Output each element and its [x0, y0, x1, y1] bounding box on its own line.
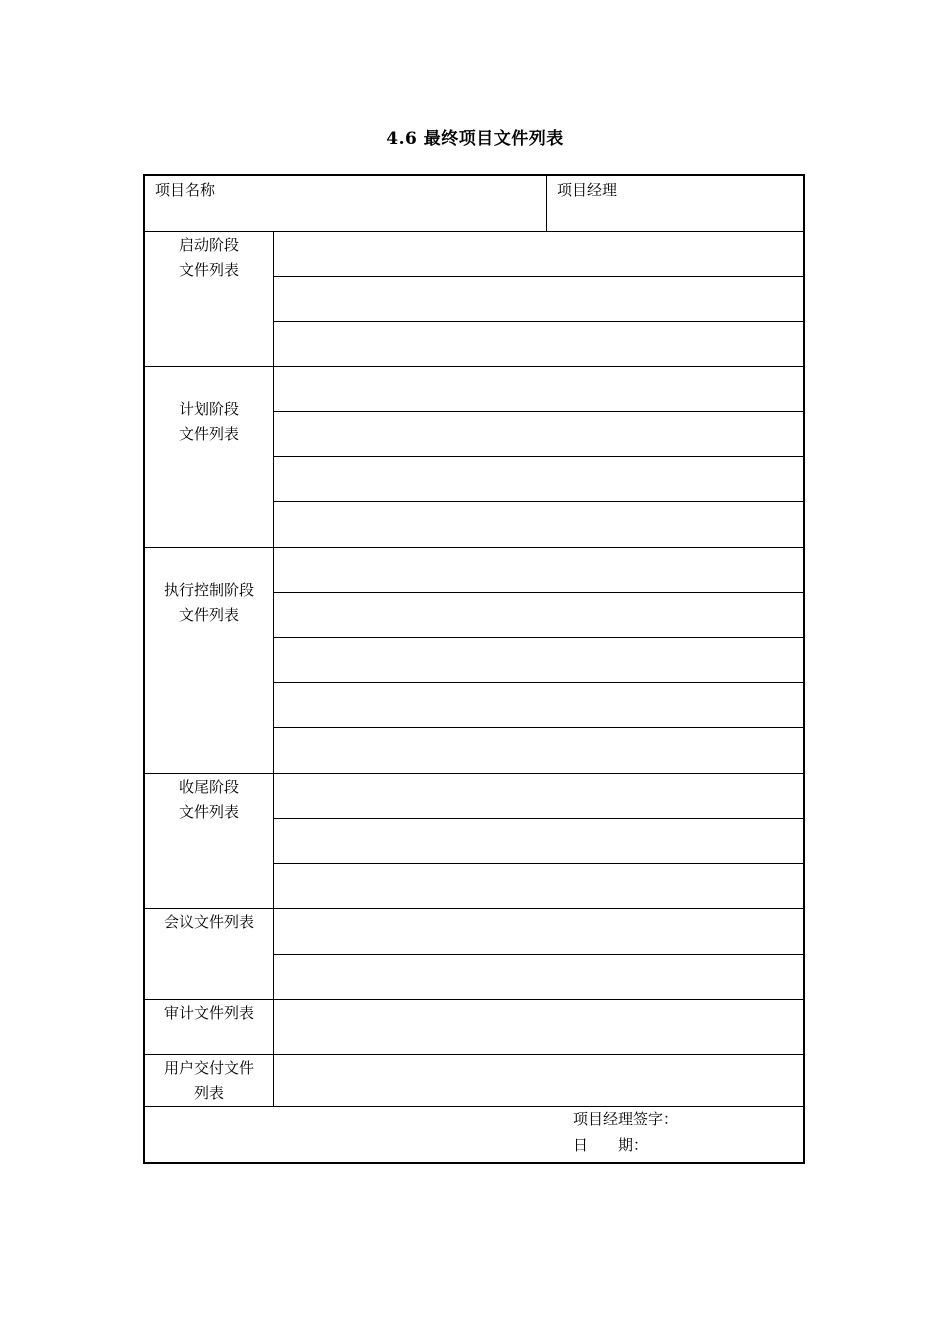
label-column-divider — [273, 231, 274, 1107]
date-label: 日 期： — [573, 1136, 649, 1154]
project-file-list-form — [143, 174, 805, 1164]
section-label-meetings: 会议文件列表 — [163, 913, 254, 931]
section-label-audit: 审计文件列表 — [163, 1004, 254, 1022]
section-label-execution: 执行控制阶段 文件列表 — [163, 581, 254, 624]
section-label-deliverables: 用户交付文件 列表 — [163, 1059, 254, 1102]
section-separator — [145, 366, 803, 367]
section-separator — [145, 773, 803, 774]
section-label-initiation: 启动阶段 文件列表 — [178, 236, 239, 279]
execution-row-line — [274, 727, 803, 728]
section-label-closing: 收尾阶段 文件列表 — [178, 778, 239, 821]
planning-row-line — [274, 411, 803, 412]
planning-row-line — [274, 456, 803, 457]
planning-row-line — [274, 501, 803, 502]
closing-row-line — [274, 863, 803, 864]
signature-label: 项目经理签字： — [573, 1110, 679, 1128]
execution-row-line — [274, 682, 803, 683]
section-separator — [145, 999, 803, 1000]
page-title: 4.6 最终项目文件列表 — [386, 129, 564, 149]
section-separator — [145, 1106, 803, 1107]
header-divider — [546, 176, 547, 231]
section-separator — [145, 547, 803, 548]
project-name-label: 项目名称 — [155, 181, 216, 199]
project-manager-label: 项目经理 — [557, 181, 618, 199]
initiation-row-line — [274, 321, 803, 322]
section-separator — [145, 908, 803, 909]
closing-row-line — [274, 818, 803, 819]
execution-row-line — [274, 592, 803, 593]
header-bottom-line — [145, 231, 803, 232]
execution-row-line — [274, 637, 803, 638]
initiation-row-line — [274, 276, 803, 277]
meetings-row-line — [274, 954, 803, 955]
section-separator — [145, 1054, 803, 1055]
section-label-planning: 计划阶段 文件列表 — [178, 400, 239, 443]
